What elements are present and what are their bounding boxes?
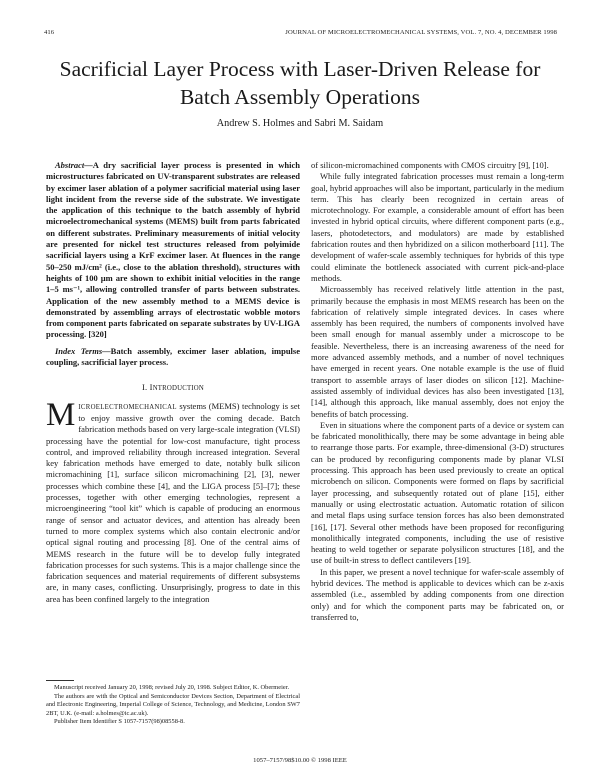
footnote-affiliation: The authors are with the Optical and Semiconductor Devices Section, Department of Electrical and Electronic Engineering, Imperial College of Science, Technology, and Medicine, London SW7 2BT, U.K. (e-mail: a.holmes@ic.ac.uk). [46, 692, 300, 717]
section-numeral: I. [141, 382, 148, 393]
index-terms-text: Batch assembly, excimer laser ablation, impulse coupling, sacrificial layer process. [46, 345, 300, 368]
right-paragraph-4: Even in situations where the component parts of a device or system can be fabricated monolithically, there may be some advantage in being able to rearrange those parts. For example, three-dimensional (3-D) structures can be produced by reconfiguring components made by planar VLSI processing. This approach has been used previously to create an optical microbench on silicon. Components were formed on flaps by sacrificial layer processing, and subsequently rotated out of plane [15], either manually or using electrostatic actuation. Automatic rotation of silicon and metal flaps using surface tension forces has also been demonstrated [16], [17]. Several other methods have been proposed for reconfiguring monolithically integrated components, including the use of resistive heating to weld together or separate polysilicon structures [18], and the use of built-in stress to deflect cantilevers [19]. [311, 419, 564, 566]
right-paragraph-3: Microassembly has received relatively little attention in the past, primarily because the emphasis in most MEMS research has been on the fabrication of relatively simple integrated devices. In cases where assembly has been required, the numbers of components involved have been small enough for manual assembly under a microscope to be feasible. Nevertheless, there is an increasing awareness of the need for more advanced assembly methods, and a number of novel techniques have emerged in recent years. One notable example is the use of fluid transport to assemble arrays of laser diodes on silicon [12]. Machine-assisted assembly of individual devices has also been investigated [13], [14], although this approach, like manual assembly, does not enjoy the benefits of batch processing. [311, 284, 564, 419]
section-first-letter: I [149, 382, 153, 393]
drop-cap: M [46, 396, 76, 433]
intro-lead-caps: ICROELECTROMECHANICAL [78, 403, 177, 411]
right-paragraph-1: of silicon-micromachined components with CMOS circuitry [9], [10]. [311, 160, 549, 170]
abstract-label: Abstract— [55, 160, 93, 170]
footnote-identifier: Publisher Item Identifier S 1057-7157(98)08558-8. [54, 718, 185, 725]
left-column [46, 160, 300, 605]
abstract [46, 160, 300, 341]
section-heading-introduction [46, 382, 300, 394]
footnote-rule [46, 680, 74, 681]
intro-text: systems (MEMS) technology is set to enjoy massive growth over the coming decade. Batch fabrication methods based on very large-scale integration (VLSI) processing have the potential for low-cost manufacture, tight process control, and improved reliability through increased integration. Several key fabrication methods have emerged to date, notably bulk silicon micromachining [1], surface silicon micromachining [2], [3], newer processes which combine these [4], and the LIGA process [5]–[7]; these processes, together with other emerging technologies, represent a microengineering “tool kit” which is capable of producing an enormous range of sensor and actuator devices, and attention has already been turned to more complex systems which also contain electronic and/or optical signal routing and processing [8]. One of the central aims of MEMS research in the future will be to develop fully integrated fabrication processes for such systems. This is a major challenge since the fabrication sequences and material requirements of different subsystems are, in many cases, conflicting. Unsurprisingly, progress to date in this area has been confined largely to the integration [46, 400, 300, 604]
paper-authors: Andrew S. Holmes and Sabri M. Saidam [216, 118, 384, 129]
abstract-text: A dry sacrificial layer process is presented in which microstructures fabricated on UV-transparent substrates are released by excimer laser ablation of a polymer sacrificial material using laser light incident from the reverse side of the substrate. We investigate the application of this technique to the batch assembly of hybrid microelectromechanical systems (MEMS) built from parts fabricated on different substrates. Preliminary measurements of initial velocity are presented for nickel test structures released from polyimide sacrificial layers using a KrF excimer laser. At fluences in the range 50–250 mJ/cm² (i.e., close to the ablation threshold), structures with heights of 100 µm are shown to exhibit initial velocities in the range 1–5 ms⁻¹, allowing controlled transfer of parts between substrates. Application of the new assembly method to a MEMS device is demonstrated by assembling arrays of electrostatic wobble motors from component parts fabricated on separate substrates by UV-LIGA processing. [320] [46, 160, 300, 340]
paper-title: Sacrificial Layer Process with Laser-Driven Release for Batch Assembly Operations [59, 57, 541, 109]
section-title-rest: NTRODUCTION [152, 385, 204, 393]
page-number: 416 [44, 29, 55, 36]
right-paragraph-5: In this paper, we present a novel technique for wafer-scale assembly of hybrid devices. The method is applicable to devices which can be z-axis assembled (i.e., assembled by adding components from one direction only) and for which the component parts may be fabricated on, or transferred to, [311, 566, 564, 622]
right-paragraph-2: While fully integrated fabrication processes must remain a long-term goal, hybrid approaches will also be important, particularly in the medium term. This has clearly been recognized in certain areas of microtechnology. For example, a considerable amount of effort has been invested in hybrid optical circuits, where different component parts (e.g., lasers, photodetectors, and modulators) are made by established fabrication routes and then hybridized on a silicon motherboard [11]. The development of wafer-scale assembly techniques for hybrids of this type could eliminate the bottleneck associated with current pick-and-place methods. [311, 171, 564, 283]
footnotes [46, 684, 300, 727]
right-column [311, 160, 564, 623]
copyright-footer: 1057–7157/98$10.00 © 1998 IEEE [253, 757, 347, 764]
intro-paragraph [46, 396, 300, 605]
index-terms [46, 346, 300, 369]
footnote-manuscript: Manuscript received January 20, 1998; revised July 20, 1998. Subject Editor, K. Obermeier. [54, 684, 290, 691]
index-terms-label: Index Terms— [55, 345, 111, 356]
journal-running-head: JOURNAL OF MICROELECTROMECHANICAL SYSTEMS, VOL. 7, NO. 4, DECEMBER 1998 [285, 29, 557, 36]
